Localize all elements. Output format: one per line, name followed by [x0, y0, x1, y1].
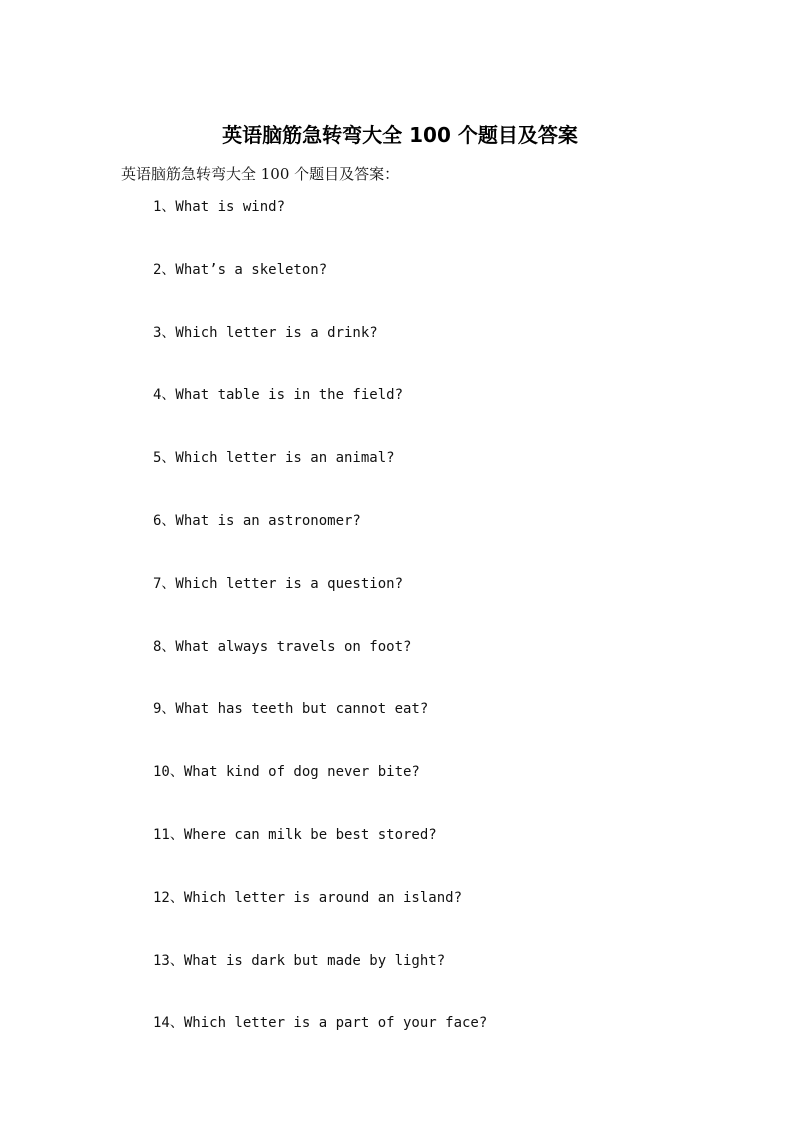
question-item: 10、What kind of dog never bite? — [153, 764, 420, 781]
question-item: 14、Which letter is a part of your face? — [153, 1015, 488, 1032]
question-item: 11、Where can milk be best stored? — [153, 826, 437, 843]
question-item: 7、Which letter is a question? — [153, 575, 404, 592]
intro-text: 英语脑筋急转弯大全 100 个题目及答案： — [121, 165, 400, 183]
question-item: 2、What’s a skeleton? — [153, 261, 328, 278]
question-list — [153, 195, 487, 1074]
page-title: 英语脑筋急转弯大全 100 个题目及答案 — [222, 123, 578, 147]
question-item: 12、Which letter is around an island? — [153, 889, 463, 906]
question-item: 8、What always travels on foot? — [153, 638, 412, 655]
question-item: 1、What is wind? — [153, 199, 286, 215]
question-item: 13、What is dark but made by light? — [153, 952, 446, 969]
question-item: 6、What is an astronomer? — [153, 512, 361, 529]
question-item: 5、Which letter is an animal? — [153, 450, 395, 467]
question-item: 9、What has teeth but cannot eat? — [153, 701, 429, 718]
question-item: 4、What table is in the field? — [153, 387, 404, 404]
question-item: 3、Which letter is a drink? — [153, 324, 378, 341]
